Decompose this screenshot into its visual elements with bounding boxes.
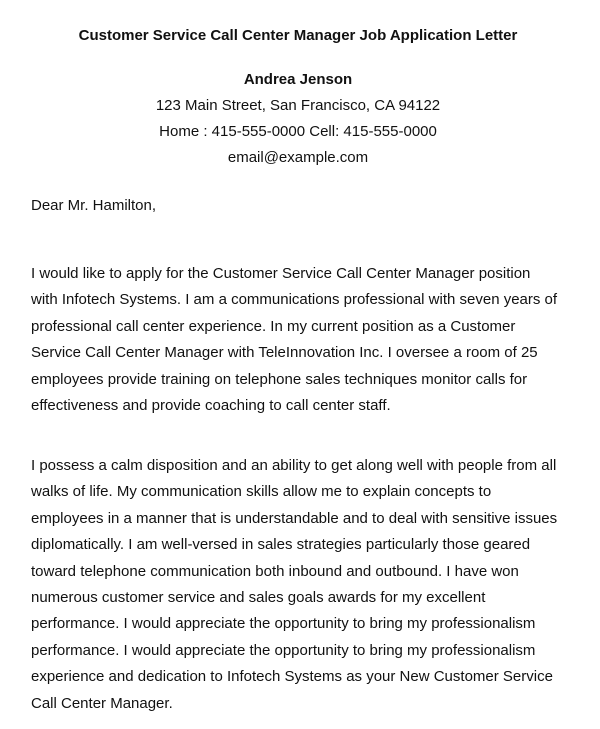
paragraph-line: experience and dedication to Infotech Systems as your New Customer Service (31, 668, 553, 686)
paragraph-line: with Infotech Systems. I am a communications professional with seven years of (31, 291, 558, 309)
paragraph-line: toward telephone communication both inbound and outbound. I have won (31, 562, 519, 580)
sender-phones: Home : 415-555-0000 Cell: 415-555-0000 (159, 123, 437, 140)
paragraph-line: performance. I would appreciate the opportunity to bring my professionalism (31, 641, 536, 659)
body-paragraph-2 (31, 453, 591, 717)
paragraph-line: I would like to apply for the Customer Service Call Center Manager position (31, 265, 531, 282)
paragraph-line: performance. I would appreciate the opportunity to bring my professionalism (31, 615, 536, 633)
paragraph-line: diplomatically. I am well-versed in sales strategies particularly those geared (31, 536, 531, 554)
paragraph-line: effectiveness and provide coaching to call center staff. (31, 396, 391, 414)
salutation: Dear Mr. Hamilton, (31, 197, 157, 214)
paragraph-line: employees provide training on telephone sales techniques monitor calls for (31, 370, 528, 388)
sender-email: email@example.com (227, 149, 369, 166)
sender-address: 123 Main Street, San Francisco, CA 94122 (155, 97, 441, 114)
paragraph-line: Call Center Manager. (31, 694, 173, 712)
sender-name: Andrea Jenson (243, 71, 353, 88)
paragraph-line: walks of life. My communication skills allow me to explain concepts to (31, 483, 492, 501)
paragraph-line: numerous customer service and sales goals awards for my excellent (31, 588, 486, 606)
paragraph-line: I possess a calm disposition and an ability to get along well with people from all (31, 457, 557, 474)
body-paragraph-1 (31, 261, 591, 419)
sender-block (0, 67, 596, 171)
paragraph-line: employees in a manner that is understandable and to deal with sensitive issues (31, 509, 558, 527)
document-title: Customer Service Call Center Manager Job Application Letter (78, 27, 518, 44)
paragraph-line: professional call center experience. In my current position as a Customer (31, 317, 516, 335)
paragraph-line: Service Call Center Manager with TeleInnovation Inc. I oversee a room of 25 (31, 344, 538, 362)
